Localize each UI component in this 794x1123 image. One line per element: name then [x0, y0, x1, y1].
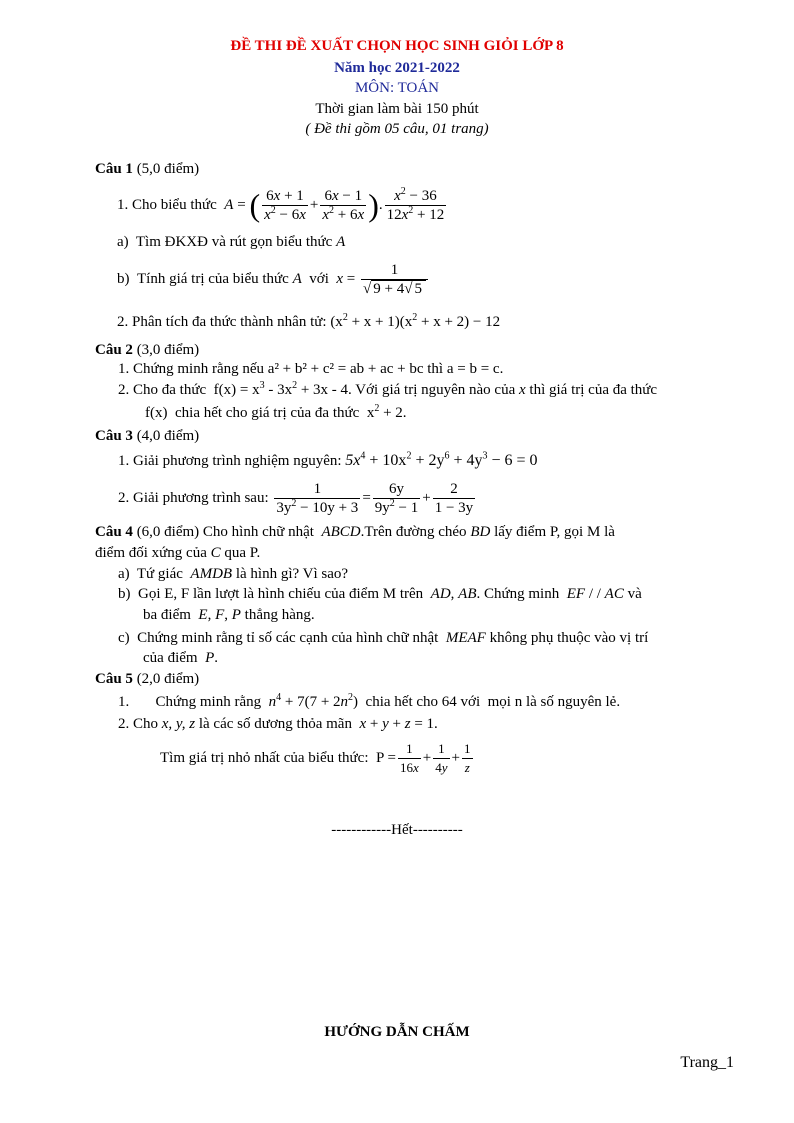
q4-line1: Câu 4 (6,0 điểm) Cho hình chữ nhật ABCD.Trên đường chéo BD lấy điểm P, gọi M là	[95, 524, 615, 540]
q5-item1: 1. Chứng minh rằng $n^4 + 7(7 + 2n^2)$ chia hết cho 64 với mọi n là số nguyên lẻ.	[118, 692, 621, 710]
end-marker: ------------Hết----------	[331, 822, 463, 838]
q5-heading: Câu 5 (2,0 điểm)	[95, 671, 200, 687]
duration: Thời gian làm bài 150 phút	[315, 101, 479, 117]
q1-heading: Câu 1 (5,0 điểm)	[95, 161, 200, 177]
exam-title: ĐỀ THI ĐỀ XUẤT CHỌN HỌC SINH GIỎI LỚP 8	[230, 38, 564, 54]
q4-part-c-line2: của điểm P.	[143, 650, 218, 666]
q1-part-b: b) Tính giá trị của biểu thức A với x = $\frac{1}{√ 9 + 4√ 5}$	[117, 254, 430, 304]
q1-part-a: a) Tìm ĐKXĐ và rút gọn biểu thức A	[117, 234, 346, 250]
q3-item1: 1. Giải phương trình nghiệm nguyên: $5x^4 + 10x^2 + 2y^6 + 4y^3 - 6 = 0$	[118, 450, 538, 469]
q4-part-b-line2: ba điểm E, F, P thẳng hàng.	[143, 607, 315, 623]
q1-item1: 1. Cho biểu thức A = ( $\frac{6x + 1}{x^2 - 6x}$ + $\frac{6x - 1}{x^2 + 6x}$ ) . $\frac{x^2 - 36}{12x^2 + 12}$	[117, 185, 445, 223]
q2-item2: 2. Cho đa thức $f(x) = x^3 - 3x^2 + 3x - 4$. Với giá trị nguyên nào của x thì giá trị của đa thức	[118, 380, 658, 398]
q4-part-a: a) Tứ giác AMDB là hình gì? Vì sao?	[118, 566, 349, 582]
q4-part-c: c) Chứng minh rằng tỉ số các cạnh của hình chữ nhật MEAF không phụ thuộc vào vị trí	[118, 630, 649, 646]
subject: MÔN: TOÁN	[354, 80, 440, 96]
q4-line2: điểm đối xứng của C qua P.	[95, 545, 261, 561]
q4-part-b: b) Gọi E, F lần lượt là hình chiếu của điểm M trên AD, AB. Chứng minh EF / / AC và	[118, 586, 642, 602]
q1-item2: 2. Phân tích đa thức thành nhân tử: $(x^2 + x + 1)(x^2 + x + 2) - 12$	[117, 312, 501, 330]
q5-item2: 2. Cho x, y, z là các số dương thỏa mãn x + y + z = 1.	[118, 716, 438, 732]
q2-heading: Câu 2 (3,0 điểm)	[95, 342, 200, 358]
q3-heading: Câu 3 (4,0 điểm)	[95, 428, 200, 444]
q2-item2-line2: f(x) chia hết cho giá trị của đa thức $x^2 + 2$.	[145, 403, 407, 421]
exam-note: ( Đề thi gồm 05 câu, 01 trang)	[305, 121, 489, 137]
q5-item2-line2: Tìm giá trị nhỏ nhất của biểu thức: P = $\frac{1}{16x}$ + $\frac{1}{4y}$ + $\frac{1}{z}$	[160, 740, 471, 775]
q3-item2: 2. Giải phương trình sau: $\frac{1}{3y^2 - 10y + 3}$ = $\frac{6y}{9y^2 - 1}$ + $\frac{2}{1 - 3y}$	[118, 480, 474, 516]
grading-guide-title: HƯỚNG DẪN CHẤM	[324, 1024, 470, 1040]
school-year: Năm học 2021-2022	[334, 60, 460, 76]
page-number: Trang_1	[680, 1054, 734, 1071]
q2-item1: 1. Chứng minh rằng nếu a² + b² + c² = ab + ac + bc thì a = b = c.	[118, 361, 504, 377]
